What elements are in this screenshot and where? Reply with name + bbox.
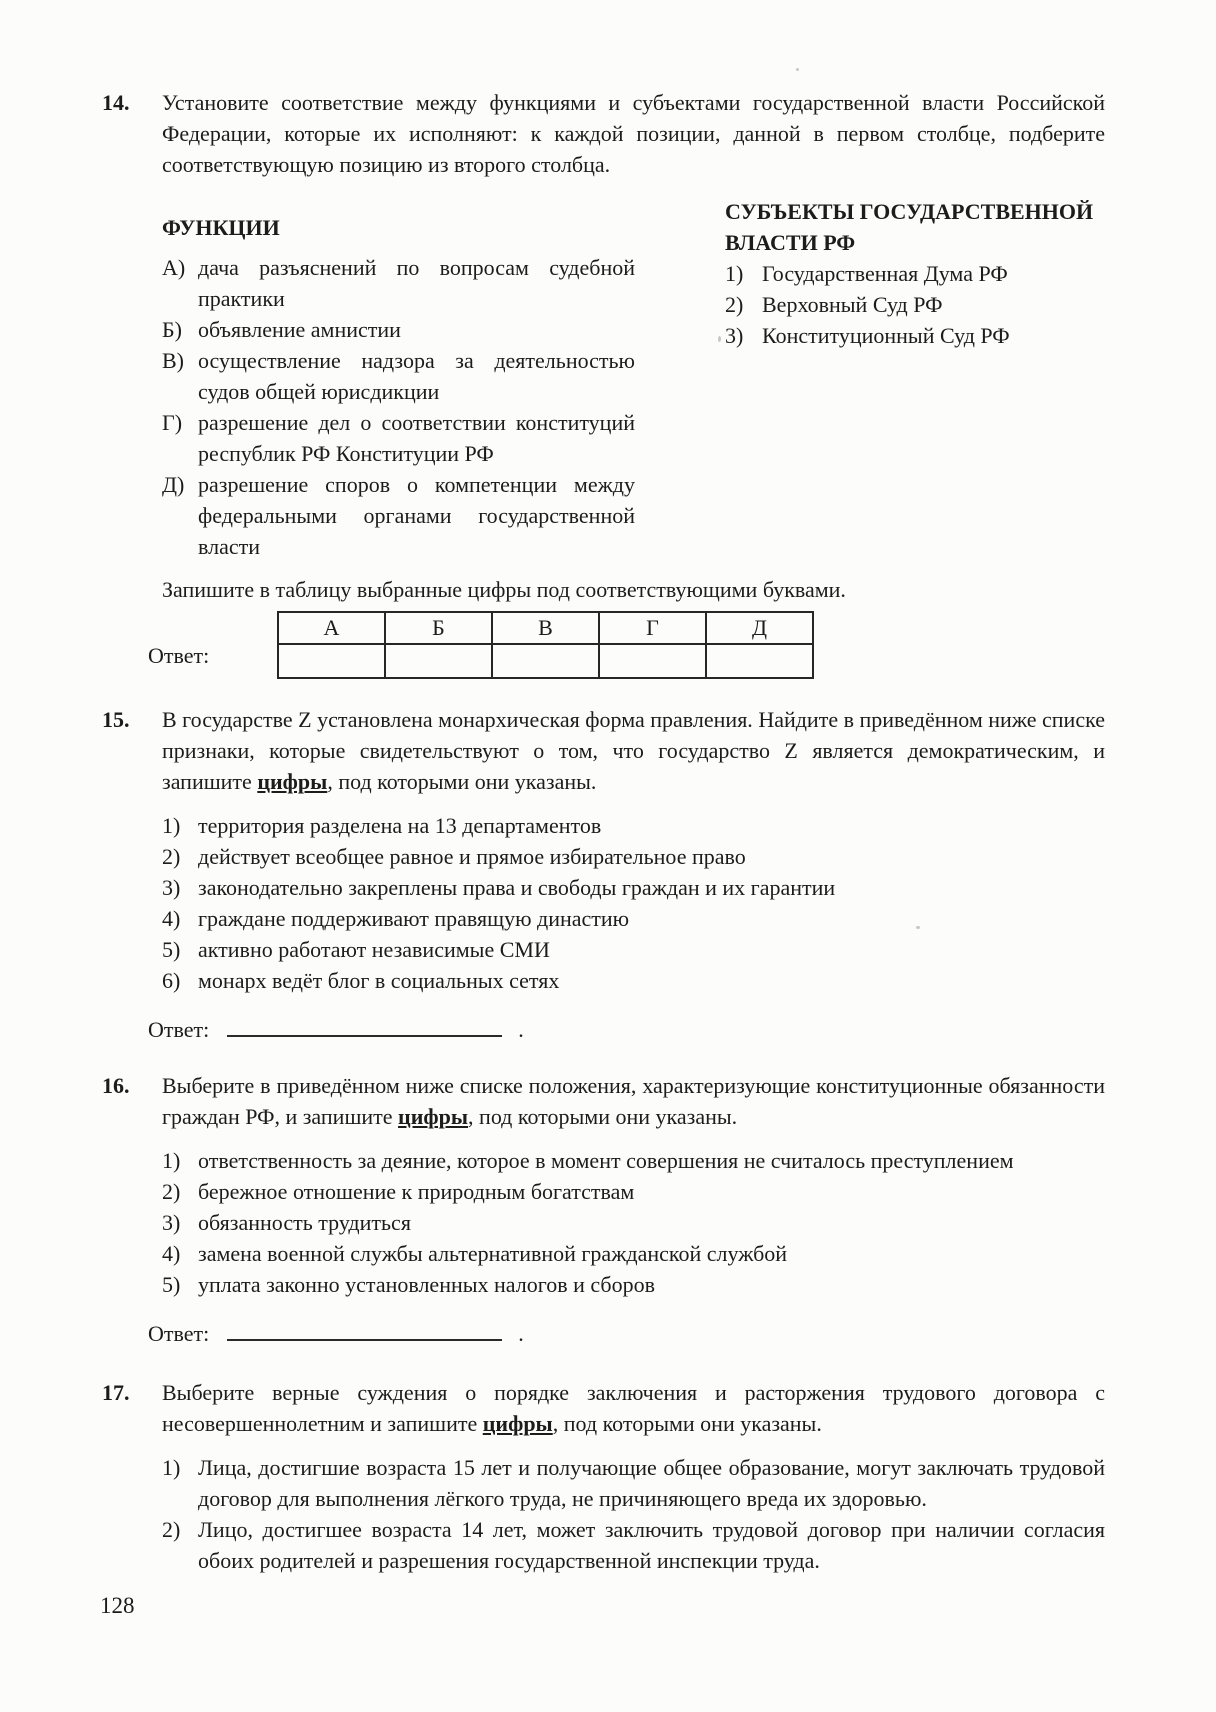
answer-blank-q16 [227,1317,502,1341]
q17-option-2 [162,1514,1105,1576]
q16-option-3-text: обязанность трудиться [198,1210,411,1235]
q16-option-3 [162,1207,1105,1238]
q15-option-1-label: 1) [162,813,181,838]
question-14-number: 14. [102,90,130,115]
q17-option-2-label: 2) [162,1517,181,1542]
matching-columns [162,196,1105,562]
functions-column [162,196,635,562]
q15-option-4-label: 4) [162,906,181,931]
q16-option-5-label: 5) [162,1272,181,1297]
answer-cell-a [278,644,385,678]
answer-table-block [148,611,1105,679]
subject-item-3-label: 3) [725,323,744,348]
q15-option-6-text: монарх ведёт блог в социальных сетях [198,968,560,993]
question-16-number: 16. [102,1073,130,1098]
question-14 [102,87,1105,679]
table-instruction: Запишите в таблицу выбранные цифры под соответствующими буквами. [162,577,846,602]
function-item-b [162,314,635,345]
q16-option-3-label: 3) [162,1210,181,1235]
scan-artifact [916,926,920,929]
question-15-options [162,810,1105,996]
q17-option-1-label: 1) [162,1455,181,1480]
function-item-d-label: Д) [162,472,185,497]
function-item-d [162,469,635,562]
question-16-intro-before: Выберите в приведённом ниже списке положения, характеризующие конституционные обязанности граждан РФ, и запишите [162,1073,1105,1129]
answer-line-q15 [148,1013,1105,1045]
answer-label-q15: Ответ: [148,1017,210,1042]
q16-option-4 [162,1238,1105,1269]
subject-item-2-label: 2) [725,292,744,317]
answer-table-input-row [278,644,813,678]
answer-cell-g [599,644,706,678]
answer-cell-v [492,644,599,678]
answer-period-q16: . [518,1321,524,1346]
function-item-d-text: разрешение споров о компетенции между федеральными органами государственной власти [198,472,635,559]
question-17-intro-before: Выберите верные суждения о порядке заключения и расторжения трудового договора с несовершеннолетним и запишите [162,1380,1105,1436]
q16-option-2-text: бережное отношение к природным богатствам [198,1179,635,1204]
q15-option-2-label: 2) [162,844,181,869]
q16-option-2 [162,1176,1105,1207]
subjects-column [725,196,1105,562]
question-16-intro-emphasis: цифры [398,1104,469,1129]
q17-option-2-text: Лицо, достигшее возраста 14 лет, может заключить трудовой договор при наличии согласия обоих родителей и разрешения государственной инспекции труда. [198,1517,1105,1573]
q15-option-6-label: 6) [162,968,181,993]
scan-artifact [718,336,721,342]
subject-item-1-label: 1) [725,261,744,286]
function-item-b-text: объявление амнистии [198,317,401,342]
q16-option-4-text: замена военной службы альтернативной гражданской службой [198,1241,788,1266]
q15-option-5-text: активно работают независимые СМИ [198,937,550,962]
q15-option-3 [162,872,1105,903]
question-15-body [148,704,1105,1045]
question-15-intro [162,704,1105,797]
function-item-a-text: дача разъяснений по вопросам судебной практики [198,255,635,311]
question-16-intro [162,1070,1105,1132]
q16-option-2-label: 2) [162,1179,181,1204]
answer-cell-d [706,644,813,678]
question-15 [102,704,1105,1045]
q17-option-1-text: Лица, достигшие возраста 15 лет и получающие общее образование, могут заключать трудовой договор для выполнения лёгкого труда, не причиняющего вреда их здоровью. [198,1455,1105,1511]
answer-table-header-b: Б [385,612,492,644]
q15-option-1-text: территория разделена на 13 департаментов [198,813,602,838]
question-17-intro-emphasis: цифры [482,1411,553,1436]
question-16-intro-after: , под которыми они указаны. [468,1104,738,1129]
subject-item-2-text: Верховный Суд РФ [762,292,943,317]
q16-option-1-text: ответственность за деяние, которое в момент совершения не считалось преступлением [198,1148,1014,1173]
question-15-number: 15. [102,707,130,732]
question-17-intro-after: , под которыми они указаны. [552,1411,822,1436]
q15-option-2-text: действует всеобщее равное и прямое избирательное право [198,844,746,869]
q15-option-3-text: законодательно закреплены права и свободы граждан и их гарантии [198,875,836,900]
question-17-options [162,1452,1105,1576]
answer-table-header-a: А [278,612,385,644]
answer-table-header-row [278,612,813,644]
question-16-body [148,1070,1105,1349]
q15-option-1 [162,810,1105,841]
answer-table [277,611,814,679]
question-16-options [162,1145,1105,1300]
q15-option-6 [162,965,1105,996]
question-14-body [148,87,1105,679]
subject-item-3 [725,320,1105,351]
function-item-v-label: В) [162,348,184,373]
question-15-intro-after: , под которыми они указаны. [327,769,597,794]
question-15-intro-emphasis: цифры [257,769,328,794]
question-17-number: 17. [102,1380,130,1405]
q15-option-5 [162,934,1105,965]
subject-item-1-text: Государственная Дума РФ [762,261,1008,286]
question-14-intro: Установите соответствие между функциями и субъектами государственной власти Российской Федерации, которые их исполняют: к каждой позиции, данной в первом столбце, подберите соответствующую позицию из второго столбца. [162,90,1105,177]
q16-option-5-text: уплата законно установленных налогов и сборов [198,1272,655,1297]
q15-option-4-text: граждане поддерживают правящую династию [198,906,630,931]
subjects-header: СУБЪЕКТЫ ГОСУДАРСТВЕННОЙ ВЛАСТИ РФ [725,199,1094,255]
answer-blank-q15 [227,1013,502,1037]
question-17-body [162,1377,1105,1576]
function-item-g-label: Г) [162,410,183,435]
question-17-intro [162,1377,1105,1439]
scan-artifact [796,68,799,71]
function-item-g [162,407,635,469]
function-item-g-text: разрешение дел о соответствии конституций республик РФ Конституции РФ [198,410,635,466]
question-17 [102,1377,1105,1576]
answer-cell-b [385,644,492,678]
answer-label-q14: Ответ: [148,643,210,668]
answer-table-header-v: В [492,612,599,644]
q16-option-1-label: 1) [162,1148,181,1173]
answer-label-q16: Ответ: [148,1321,210,1346]
question-15-intro-before: В государстве Z установлена монархическая форма правления. Найдите в приведённом ниже списке признаки, которые свидетельствуют о том, что государство Z является демократическим, и запишите [162,707,1105,794]
question-16 [102,1070,1105,1349]
functions-header: ФУНКЦИИ [162,215,280,240]
q16-option-5 [162,1269,1105,1300]
q16-option-4-label: 4) [162,1241,181,1266]
answer-table-header-d: Д [706,612,813,644]
subject-item-2 [725,289,1105,320]
answer-period-q15: . [518,1017,524,1042]
q16-option-1 [162,1145,1105,1176]
function-item-b-label: Б) [162,317,182,342]
subject-item-1 [725,258,1105,289]
page-number: 128 [100,1593,135,1618]
function-item-a-label: А) [162,255,186,280]
answer-line-q16 [148,1317,1105,1349]
q15-option-2 [162,841,1105,872]
q15-option-3-label: 3) [162,875,181,900]
function-item-v-text: осуществление надзора за деятельностью судов общей юрисдикции [198,348,635,404]
answer-table-header-g: Г [599,612,706,644]
subject-item-3-text: Конституционный Суд РФ [762,323,1010,348]
function-item-a [162,252,635,314]
q15-option-4 [162,903,1105,934]
function-item-v [162,345,635,407]
q15-option-5-label: 5) [162,937,181,962]
q17-option-1 [162,1452,1105,1514]
